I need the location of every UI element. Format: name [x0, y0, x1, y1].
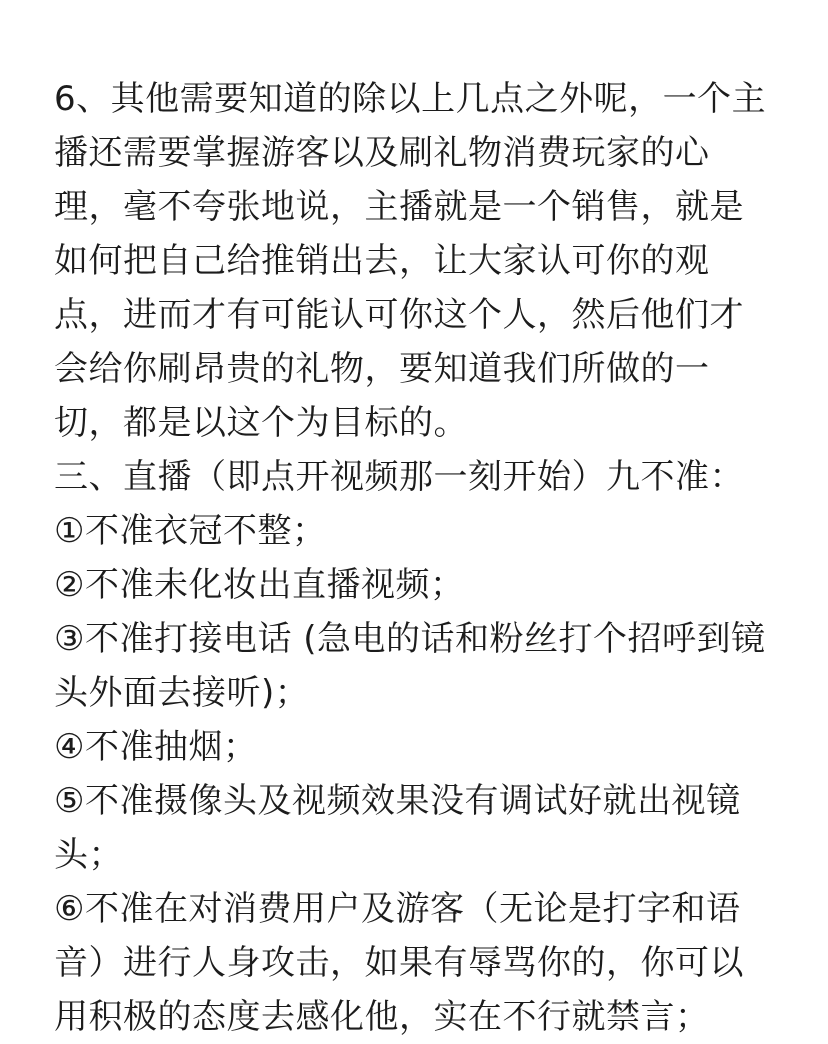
rule-item-6: ⑥不准在对消费用户及游客（无论是打字和语: [54, 889, 741, 929]
text-line: 6、其他需要知道的除以上几点之外呢，一个主: [54, 79, 767, 119]
text-line: 如何把自己给推销出去，让大家认可你的观: [54, 241, 710, 281]
rule-item-4: ④不准抽烟；: [54, 727, 258, 767]
rule-item-3-continued: 头外面去接听)；: [54, 673, 310, 713]
text-line: 播还需要掌握游客以及刷礼物消费玩家的心: [54, 133, 710, 173]
rule-item-5: ⑤不准摄像头及视频效果没有调试好就出视镜: [54, 781, 741, 821]
rule-item-6-continued: 音）进行人身攻击，如果有辱骂你的，你可以: [54, 943, 744, 983]
text-line: 会给你刷昂贵的礼物，要知道我们所做的一: [54, 349, 710, 389]
rule-item-5-continued: 头；: [54, 835, 123, 875]
section-heading: 三、直播（即点开视频那一刻开始）九不准：: [54, 457, 744, 497]
document-body: [54, 72, 794, 1044]
rule-item-3: ③不准打接电话 (急电的话和粉丝打个招呼到镜: [54, 619, 766, 659]
rule-item-1: ①不准衣冠不整；: [54, 511, 327, 551]
text-line: 理，毫不夸张地说，主播就是一个销售，就是: [54, 187, 744, 227]
rule-item-2: ②不准未化妆出直播视频；: [54, 565, 465, 605]
text-line: 点，进而才有可能认可你这个人，然后他们才: [54, 295, 744, 335]
text-line: 切，都是以这个为目标的。: [54, 403, 468, 443]
rule-item-6-continued: 用积极的态度去感化他，实在不行就禁言；: [54, 997, 710, 1037]
